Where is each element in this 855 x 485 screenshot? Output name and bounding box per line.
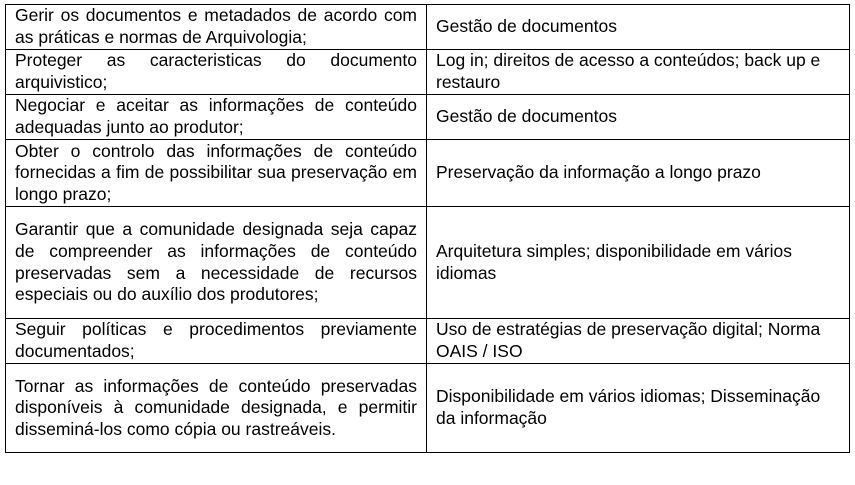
solution-cell: Uso de estratégias de preservação digital; Norma OAIS / ISO <box>427 319 850 364</box>
solution-cell: Preservação da informação a longo prazo <box>427 140 850 207</box>
table-row <box>6 319 850 364</box>
table-body <box>6 5 850 453</box>
table-row <box>6 364 850 453</box>
table-row <box>6 140 850 207</box>
requirement-cell: Proteger as caracteristicas do documento arquivistico; <box>6 50 427 95</box>
requirement-cell: Garantir que a comunidade designada seja capaz de compreender as informações de conteúdo preservadas sem a necessidade de recursos especiais ou do auxílio dos produtores; <box>6 207 427 319</box>
solution-cell: Arquitetura simples; disponibilidade em vários idiomas <box>427 207 850 319</box>
requirements-table <box>5 4 850 453</box>
requirement-cell: Negociar e aceitar as informações de conteúdo adequadas junto ao produtor; <box>6 95 427 140</box>
requirement-cell: Tornar as informações de conteúdo preservadas disponíveis à comunidade designada, e permitir disseminá-los como cópia ou rastreáveis. <box>6 364 427 453</box>
table-row <box>6 95 850 140</box>
solution-cell: Gestão de documentos <box>427 95 850 140</box>
requirement-cell: Gerir os documentos e metadados de acordo com as práticas e normas de Arquivologia; <box>6 5 427 50</box>
requirement-cell: Seguir políticas e procedimentos previamente documentados; <box>6 319 427 364</box>
table-row <box>6 5 850 50</box>
table-row <box>6 50 850 95</box>
requirement-cell: Obter o controlo das informações de conteúdo fornecidas a fim de possibilitar sua preservação em longo prazo; <box>6 140 427 207</box>
solution-cell: Disponibilidade em vários idiomas; Disseminação da informação <box>427 364 850 453</box>
solution-cell: Gestão de documentos <box>427 5 850 50</box>
table-row <box>6 207 850 319</box>
solution-cell: Log in; direitos de acesso a conteúdos; back up e restauro <box>427 50 850 95</box>
